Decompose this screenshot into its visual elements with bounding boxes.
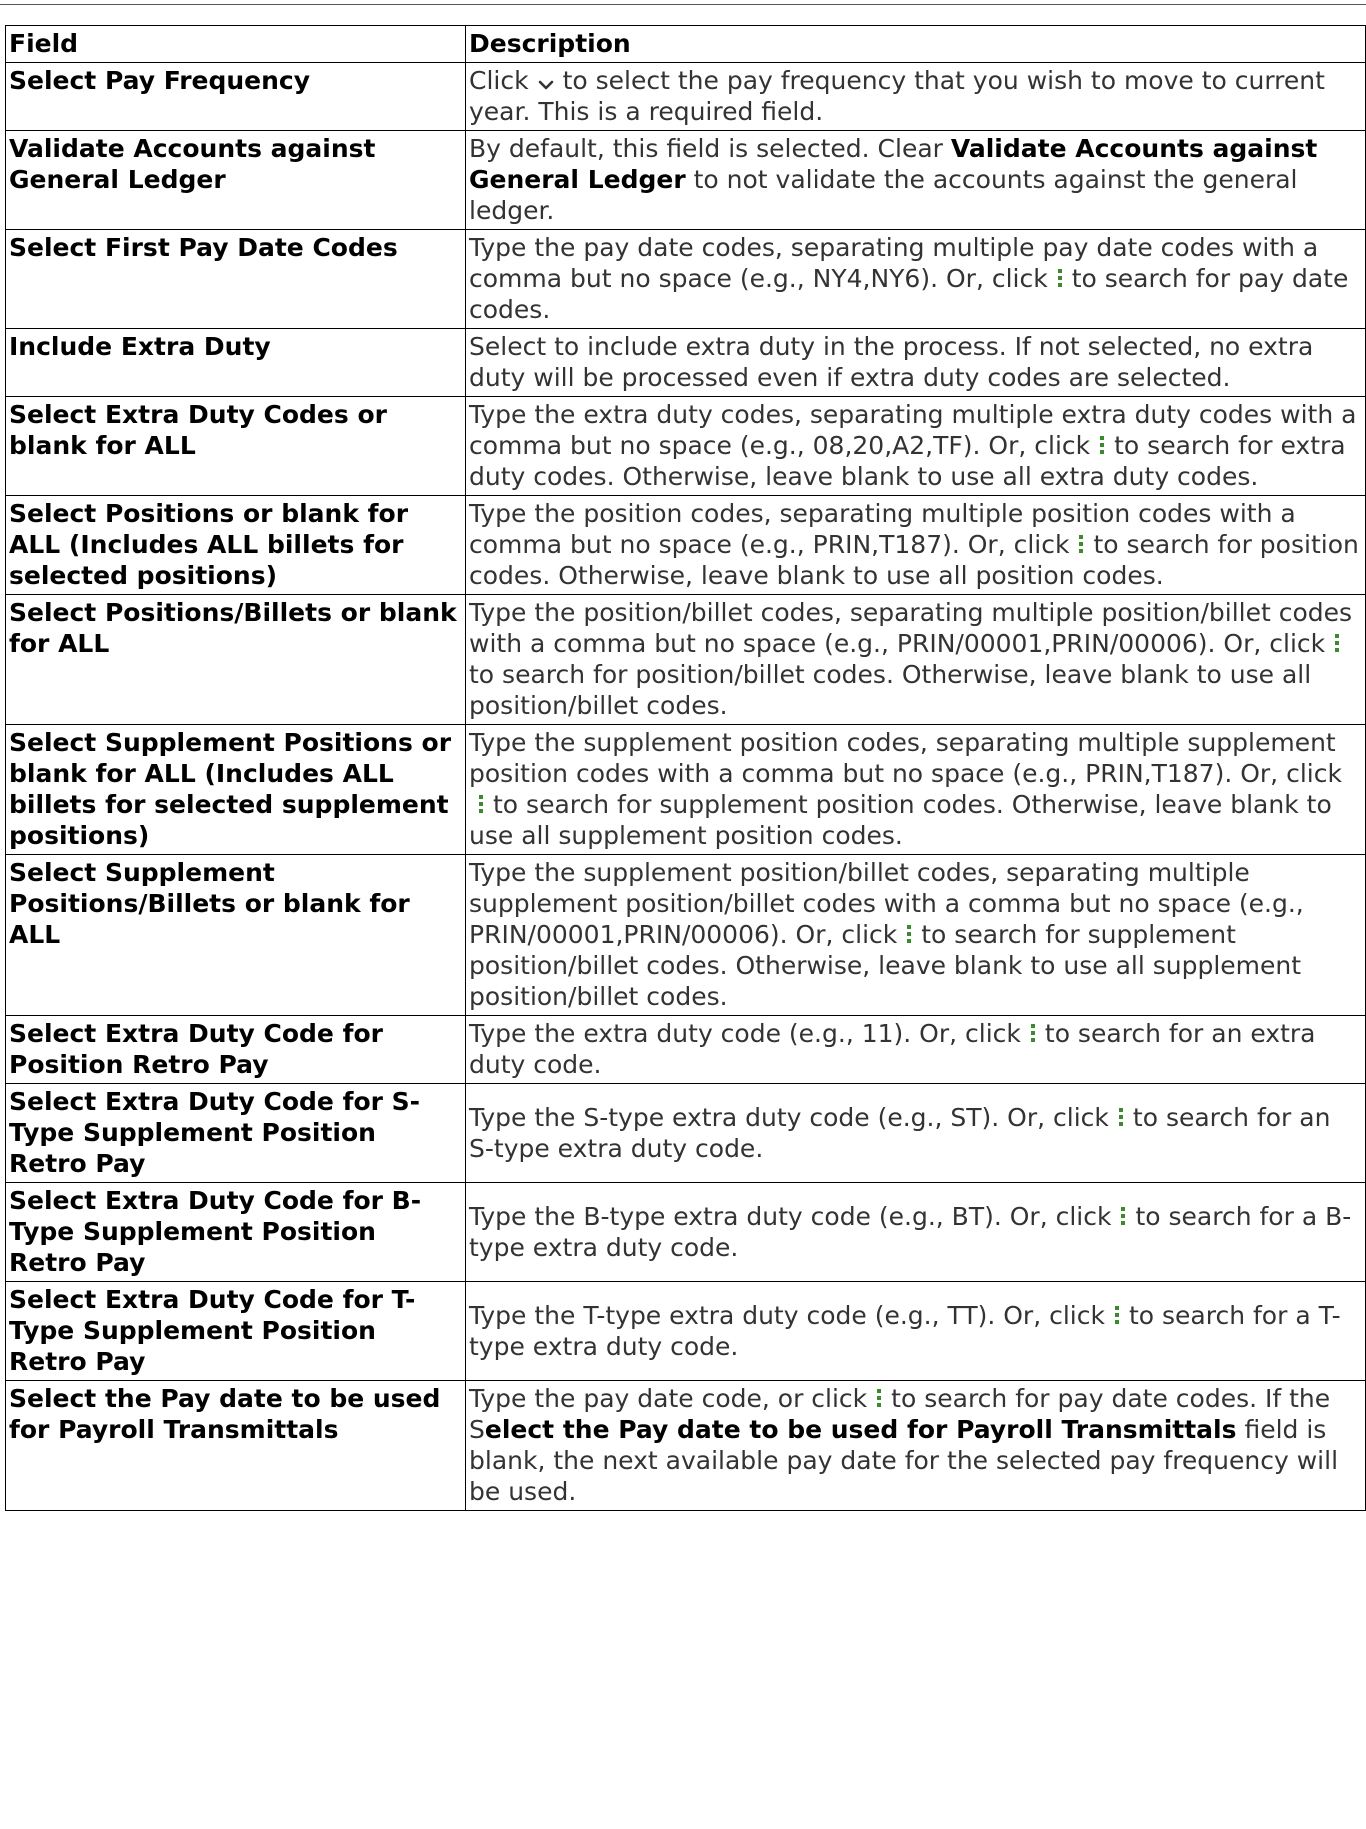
table-row [6, 1381, 1366, 1511]
table-row [6, 496, 1366, 595]
field-description [466, 329, 1366, 397]
table-row [6, 131, 1366, 230]
description-text: to search for a T-type extra duty code. [469, 1300, 1341, 1361]
chevron-down-icon [537, 78, 555, 92]
table-row [6, 230, 1366, 329]
field-description [466, 725, 1366, 855]
description-text: to search for a B-type extra duty code. [469, 1201, 1352, 1262]
description-text: Select to include extra duty in the process. If not selected, no extra duty will be processed even if extra duty codes are selected. [469, 332, 1314, 392]
field-name: Select Positions/Billets or blank for ALL [6, 595, 466, 725]
field-name: Select First Pay Date Codes [6, 230, 466, 329]
description-text: Type the pay date codes, separating multiple pay date codes with a comma but no space (e.g., NY4,NY6). Or, click [469, 233, 1319, 293]
field-description [466, 1016, 1366, 1084]
field-description [466, 131, 1366, 230]
vertical-dots-icon [477, 794, 485, 816]
table-row [6, 725, 1366, 855]
description-text: to search for pay date codes. [469, 264, 1349, 324]
table-row [6, 1282, 1366, 1381]
vertical-dots-icon [1333, 633, 1341, 655]
table-row [6, 63, 1366, 131]
table-row [6, 1016, 1366, 1084]
top-rule [0, 4, 1366, 5]
description-text: Type the extra duty code (e.g., 11). Or, click [469, 1019, 1021, 1048]
table-row [6, 595, 1366, 725]
description-text: Type the supplement position/billet codes, separating multiple supplement position/billet codes with a comma but no space (e.g., PRIN/00001,PRIN/00006). Or, click [469, 858, 1304, 949]
table-row [6, 397, 1366, 496]
description-text: Type the supplement position codes, separating multiple supplement position codes with a comma but no space (e.g., PRIN,T187). Or, click [469, 728, 1342, 788]
description-text: to search for position/billet codes. Otherwise, leave blank to use all position/billet codes. [469, 660, 1312, 720]
description-text: Type the extra duty codes, separating multiple extra duty codes with a comma but no space (e.g., 08,20,A2,TF). Or, click [469, 400, 1357, 460]
field-name: Validate Accounts against General Ledger [6, 131, 466, 230]
vertical-dots-icon [1077, 534, 1085, 556]
description-text: Type the position codes, separating multiple position codes with a comma but no space (e.g., PRIN,T187). Or, click [469, 499, 1296, 559]
header-row [6, 26, 1366, 63]
field-description [466, 1381, 1366, 1511]
field-description [466, 397, 1366, 496]
field-name: Select Extra Duty Code for Position Retro Pay [6, 1016, 466, 1084]
vertical-dots-icon [875, 1388, 883, 1410]
field-name: Select Extra Duty Codes or blank for ALL [6, 397, 466, 496]
description-text: to search for an extra duty code. [469, 1019, 1316, 1079]
field-name: Select Positions or blank for ALL (Includes ALL billets for selected positions) [6, 496, 466, 595]
vertical-dots-icon [1119, 1206, 1127, 1228]
vertical-dots-icon [905, 924, 913, 946]
description-text: to search for supplement position/billet codes. Otherwise, leave blank to use all supplement position/billet codes. [469, 920, 1302, 1011]
field-description [466, 855, 1366, 1016]
field-description [466, 496, 1366, 595]
field-name: Select the Pay date to be used for Payroll Transmittals [6, 1381, 466, 1511]
description-text: to search for pay date codes. If the S [469, 1384, 1331, 1444]
field-column-header: Field [6, 26, 466, 63]
description-text: to not validate the accounts against the general ledger. [469, 165, 1298, 225]
description-text: Type the pay date code, or click [469, 1384, 868, 1413]
field-description [466, 63, 1366, 131]
description-text: field is blank, the next available pay date for the selected pay frequency will be used. [469, 1415, 1339, 1506]
vertical-dots-icon [1029, 1023, 1037, 1045]
field-description-table [5, 25, 1366, 1511]
field-name: Select Extra Duty Code for B-Type Supplement Position Retro Pay [6, 1183, 466, 1282]
vertical-dots-icon [1098, 435, 1106, 457]
table-row [6, 1084, 1366, 1183]
field-description [466, 1183, 1366, 1282]
description-text: to search for extra duty codes. Otherwise, leave blank to use all extra duty codes. [469, 431, 1346, 491]
field-name: Include Extra Duty [6, 329, 466, 397]
description-text: to search for position codes. Otherwise, leave blank to use all position codes. [469, 530, 1359, 590]
description-text: to search for supplement position codes. Otherwise, leave blank to use all supplement position codes. [469, 790, 1332, 850]
vertical-dots-icon [1056, 268, 1064, 290]
field-name: Select Supplement Positions or blank for ALL (Includes ALL billets for selected supplement positions) [6, 725, 466, 855]
field-name: Select Supplement Positions/Billets or blank for ALL [6, 855, 466, 1016]
field-description [466, 595, 1366, 725]
description-text: to select the pay frequency that you wish to move to current year. This is a required field. [469, 66, 1325, 126]
table-row [6, 1183, 1366, 1282]
field-name: Select Pay Frequency [6, 63, 466, 131]
field-description [466, 230, 1366, 329]
table-row [6, 329, 1366, 397]
description-column-header: Description [466, 26, 1366, 63]
table-row [6, 855, 1366, 1016]
field-name: Select Extra Duty Code for S-Type Supplement Position Retro Pay [6, 1084, 466, 1183]
bold-reference: Validate Accounts against General Ledger [469, 134, 1318, 194]
description-text: Type the position/billet codes, separating multiple position/billet codes with a comma but no space (e.g., PRIN/00001,PRIN/00006). Or, click [469, 598, 1353, 658]
vertical-dots-icon [1113, 1305, 1121, 1327]
field-description [466, 1282, 1366, 1381]
vertical-dots-icon [1117, 1107, 1125, 1129]
description-text: Type the T-type extra duty code (e.g., TT). Or, click [469, 1300, 1105, 1330]
description-text: Type the S-type extra duty code (e.g., ST). Or, click [469, 1102, 1109, 1132]
field-description [466, 1084, 1366, 1183]
description-text: Type the B-type extra duty code (e.g., BT). Or, click [469, 1201, 1112, 1231]
description-text: Click [469, 66, 529, 95]
field-name: Select Extra Duty Code for T-Type Supplement Position Retro Pay [6, 1282, 466, 1381]
description-text: to search for an S-type extra duty code. [469, 1102, 1331, 1163]
bold-reference: elect the Pay date to be used for Payroll Transmittals [484, 1415, 1237, 1444]
description-text: By default, this field is selected. Clear [469, 134, 951, 163]
